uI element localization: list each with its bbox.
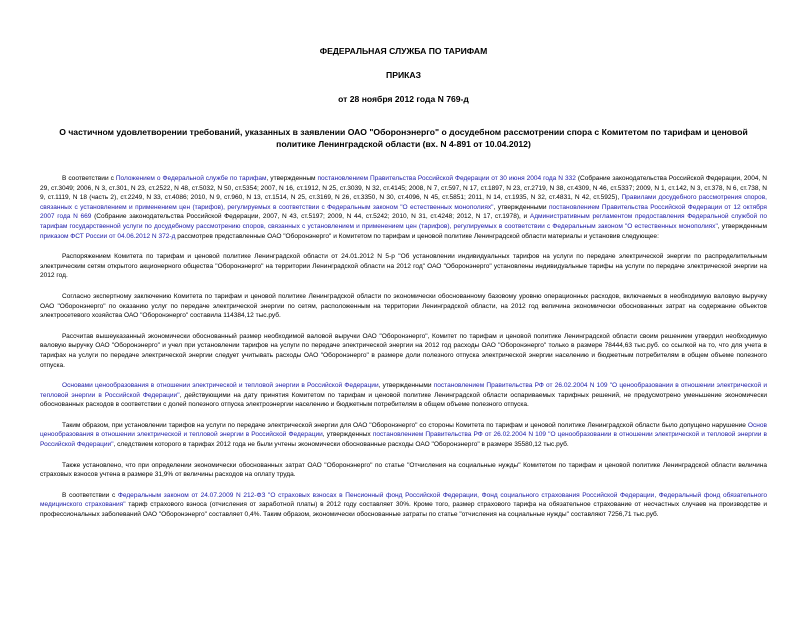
link-federal-law-212[interactable]: Федеральным законом от 24.07.2009 N 212-ФЗ "О страховых взносах в Пенсионный фонд Российской Федерации, Фонд социального страхования Российской Федерации, Федеральный фонд обязательного медицинского страхования" bbox=[40, 491, 767, 509]
document-title: О частичном удовлетворении требований, указанных в заявлении ОАО "Оборонэнерго" о досудебном рассмотрении спора с Комитетом по тарифам и ценовой политике Ленинградской области (вх. N 4-891 от 10.04.2012) bbox=[59, 127, 748, 149]
text-segment: Таким образом, при установлении тарифов на услуги по передаче электрической энергии для ОАО "Оборонэнерго" со стороны Комитета по тарифам и ценовой политике Ленинградской области было допущено нарушение bbox=[62, 421, 748, 429]
paragraph-tariff-order: Распоряжением Комитета по тарифам и ценовой политике Ленинградской области от 24.01.2012 N 5-р "Об установлении индивидуальных тарифов на услуги по передаче электрической энергии по распределительным электрическим сетям открытого акционерного общества "Оборонэнерго" на территории Ленинградской области на 2012 год" ОАО "Оборонэнерго" установлены индивидуальные тарифы на услуги по передаче электрической энергии на 2012 год. bbox=[40, 253, 767, 280]
text-segment: , утвержденными bbox=[378, 382, 434, 390]
paragraph-pricing-basics bbox=[40, 381, 767, 410]
paragraph-insurance-law bbox=[40, 491, 767, 520]
paragraph-revenue-calculation: Рассчитав вышеуказанный экономически обоснованный размер необходимой валовой выручки ОАО "Оборонэнерго", Комитет по тарифам и ценовой политике Ленинградской области своим решением утвердил необходимую валовую выручку ОАО "Оборонэнерго" и учел при установлении тарифов на услуги по передаче электрической энергии на 2012 год расходы ОАО "Оборонэнерго" только в размере 78444,63 тыс.руб. со ссылкой на то, что для учета в тарифах на услуги по передаче электрической энергии следует учитывать расходы ОАО "Оборонэнерго" в размере доли полезного отпуска электрической энергии населению и бюджетным потребителям в общем объеме полезного отпуска. bbox=[40, 332, 767, 369]
agency-name: ФЕДЕРАЛЬНАЯ СЛУЖБА ПО ТАРИФАМ bbox=[319, 46, 488, 56]
text-segment: , утвержденных bbox=[322, 431, 373, 439]
document-page bbox=[0, 46, 807, 520]
paragraph-violation bbox=[40, 421, 767, 450]
document-type: ПРИКАЗ bbox=[386, 70, 421, 80]
text-segment: , действующими на дату принятия Комитетом по тарифам и ценовой политике Ленинградской области оспариваемых тарифных решений, не предусмотрено уменьшение экономически обоснованных расходов в соответствии с долей полезного отпуска электроэнергии населению и бюджетным потребителям в общем объеме полезного отпуска. bbox=[40, 391, 767, 409]
text-segment: (Собрание законодательства Российской Федерации, 2004, N 29, ст.3049; 2006, N 3, ст.301, N 23, ст.2522, N 48, ст.5032, N 50, ст.5354; 2007, N 16, ст.1912, N 25, ст.3039, N 32, ст.4145; 2008, N 7, ст.597, N 17, ст.1897, N 23, ст.2719, N 38, ст.4309, N 46, ст.5337; 2009, N 1, ст.142, N 3, ст.378, N 6, ст.738, N 9, ст.1119, N 18 (часть 2), ст.2249, N 33, ст.4086; 2010, N 9, ст.960, N 13, ст.1514, N 25, ст.3169, N 26, ст.3350, N 30, ст.4096, N 45, ст.5851; 2011, N 14, ст.1935, N 32, ст.4831, N 42, ст.5925), bbox=[40, 175, 767, 202]
link-fst-order-372d[interactable]: приказом ФСТ России от 04.06.2012 N 372-д bbox=[40, 232, 176, 240]
link-administrative-regulation[interactable]: Административным регламентом предоставления Федеральной службой по тарифам государственной услуги по досудебному рассмотрению споров, связанных с установлением и применением цен (тарифов), регулируемых в соответствии с Федеральным законом "О естественных монополиях" bbox=[40, 213, 767, 230]
text-segment: (Собрание законодательства Российской Федерации, 2007, N 43, ст.5197; 2009, N 44, ст.5242; 2010, N 31, ст.4248; 2012, N 17, ст.1978), и bbox=[91, 213, 530, 221]
text-segment: В соответствии с bbox=[62, 491, 118, 499]
paragraph-expert-opinion: Согласно экспертному заключению Комитета по тарифам и ценовой политике Ленинградской области по экономически обоснованному базовому уровню операционных расходов, включаемых в необходимую валовую выручку ОАО "Оборонэнерго" по оказанию услуг по передаче электрической энергии по сетям, расположенным на территории Ленинградской области, на 2012 год величина экономически обоснованных затрат на содержание объектов электросетевого хозяйства ОАО "Оборонэнерго" составила 114384,12 тыс.руб. bbox=[40, 292, 767, 320]
link-fst-regulation[interactable]: Положением о Федеральной службе по тарифам bbox=[115, 175, 267, 182]
paragraph-social-contributions: Также установлено, что при определении экономически обоснованных затрат ОАО "Оборонэнерго" по статье "Отчисления на социальные нужды" Комитетом по тарифам и ценовой политике Ленинградской области величина страховых взносов учтена в размере 31,9% от величины расходов на оплату труда. bbox=[40, 461, 767, 479]
text-segment: рассмотрев представленные ОАО "Оборонэнерго" и Комитетом по тарифам и ценовой политике Ленинградской области материалы и установив следующее: bbox=[175, 232, 659, 240]
text-segment: тариф страхового взноса (отчисления от заработной платы) в 2012 году составляет 30%. Кроме того, размер страхового тарифа на обязательное страхование от несчастных случаев на производстве и профессиональных заболеваний ОАО "Оборонэнерго" составляет 0,4%. Таким образом, экономически обоснованные затраты по статье "отчисления на социальные нужды" составляют 7256,71 тыс.руб. bbox=[40, 501, 768, 519]
link-government-decree-109[interactable]: постановлением Правительства РФ от 26.02.2004 N 109 "О ценообразовании в отношении электрической и тепловой энергии в Российской Федерации" bbox=[40, 431, 768, 449]
text-segment: , утвержденным bbox=[266, 175, 318, 182]
paragraph-legal-basis bbox=[40, 174, 767, 241]
link-dispute-rules[interactable]: Правилами досудебного рассмотрения споров, связанных с установлением и применением цен (тарифов), регулируемых в соответствии с Федеральным законом "О естественных монополиях" bbox=[40, 194, 767, 211]
link-government-decree-109[interactable]: постановлением Правительства РФ от 26.02.2004 N 109 "О ценообразовании в отношении электрической и тепловой энергии в Российской Федерации" bbox=[40, 382, 767, 399]
document-date-number: от 28 ноября 2012 года N 769-д bbox=[338, 94, 469, 104]
text-segment: , утвержденными bbox=[493, 203, 549, 211]
text-segment: , утвержденным bbox=[717, 222, 767, 230]
link-government-decree-332[interactable]: постановлением Правительства Российской Федерации от 30 июня 2004 года N 332 bbox=[317, 175, 576, 182]
link-pricing-basics[interactable]: Основами ценообразования в отношении электрической и тепловой энергии в Российской Федерации bbox=[62, 382, 379, 390]
text-segment: , следствием которого в тарифах 2012 года не были учтены экономически обоснованные расходы ОАО "Оборонэнерго" в размере 35580,12 тыс.руб. bbox=[113, 441, 569, 449]
link-pricing-basics[interactable]: Основ ценообразования в отношении электрической и тепловой энергии в Российской Федерации bbox=[40, 421, 767, 439]
link-government-decree-669[interactable]: постановлением Правительства Российской Федерации от 12 октября 2007 года N 669 bbox=[40, 203, 767, 221]
text-segment: В соответствии с bbox=[62, 175, 116, 182]
